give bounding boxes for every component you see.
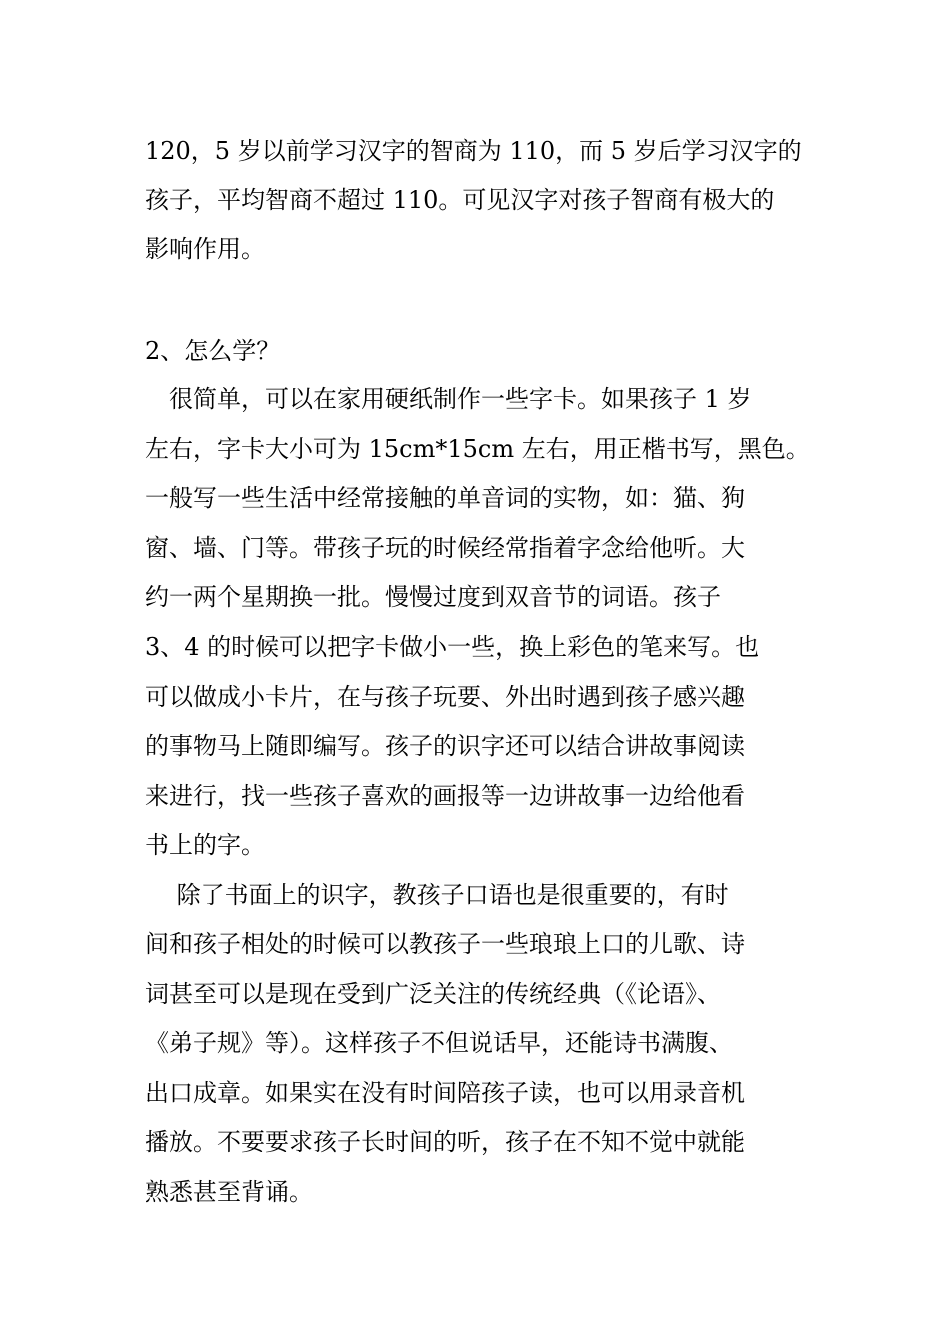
text-line: 左右，字卡大小可为 15cm*15cm 左右，用正楷书写，黑色。 (145, 435, 810, 463)
text-line: 可以做成小卡片，在与孩子玩要、外出时遇到孩子感兴趣 (145, 683, 745, 711)
text-line: 间和孩子相处的时候可以教孩子一些琅琅上口的儿歌、诗 (145, 930, 745, 958)
text-line: 来进行，找一些孩子喜欢的画报等一边讲故事一边给他看 (145, 782, 745, 810)
text-line: 很简单，可以在家用硬纸制作一些字卡。如果孩子 1 岁 (145, 385, 752, 413)
text-line: 《弟子规》等）。这样孩子不但说话早，还能诗书满腹、 (145, 1029, 733, 1057)
text-line: 120，5 岁以前学习汉字的智商为 110，而 5 岁后学习汉字的 (145, 137, 802, 165)
section-heading: 2、怎么学？ (145, 337, 281, 365)
text-line: 3、4 的时候可以把字卡做小一些，换上彩色的笔来写。也 (145, 633, 760, 661)
text-line: 孩子，平均智商不超过 110。可见汉字对孩子智商有极大的 (145, 186, 775, 214)
text-line: 出口成章。如果实在没有时间陪孩子读，也可以用录音机 (145, 1079, 745, 1107)
text-line: 书上的字。 (145, 831, 265, 859)
text-line: 熟悉甚至背诵。 (145, 1178, 313, 1206)
text-line: 一般写一些生活中经常接触的单音词的实物，如：猫、狗 (145, 484, 745, 512)
text-line: 约一两个星期换一批。慢慢过度到双音节的词语。孩子 (145, 583, 721, 611)
text-line: 的事物马上随即编写。孩子的识字还可以结合讲故事阅读 (145, 732, 745, 760)
text-line: 除了书面上的识字，教孩子口语也是很重要的，有时 (145, 881, 729, 909)
text-line: 影响作用。 (145, 235, 265, 263)
text-line: 窗、墙、门等。带孩子玩的时候经常指着字念给他听。大 (145, 534, 745, 562)
text-line: 播放。不要要求孩子长时间的听，孩子在不知不觉中就能 (145, 1128, 745, 1156)
text-line: 词甚至可以是现在受到广泛关注的传统经典（《论语》、 (145, 980, 721, 1008)
